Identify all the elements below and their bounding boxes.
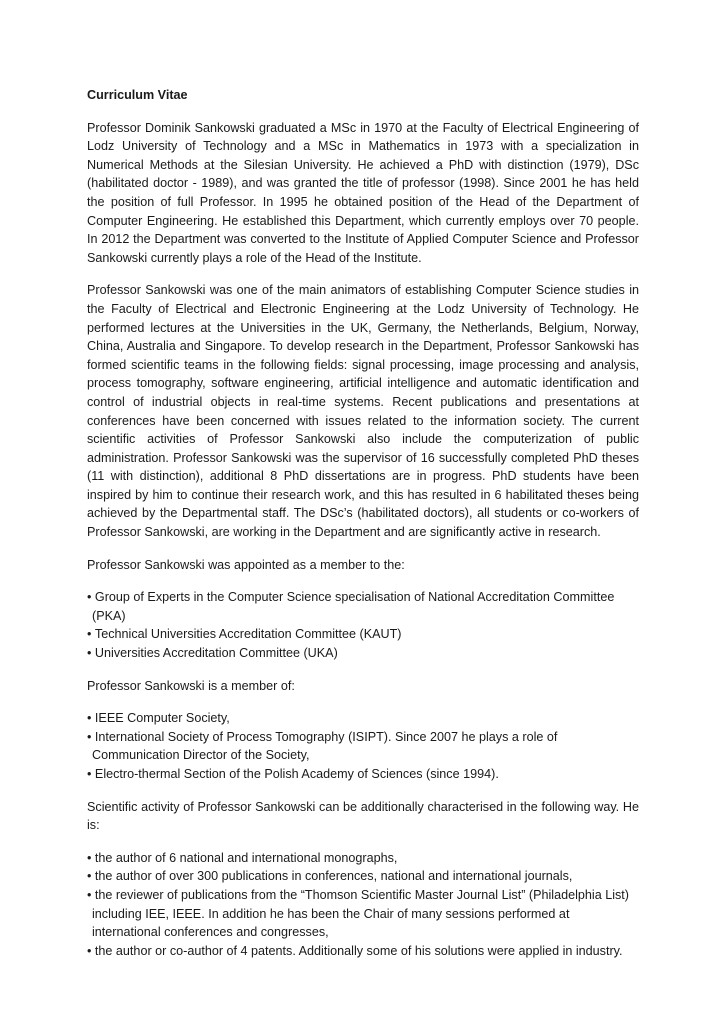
list-item: • Technical Universities Accreditation Committee (KAUT) xyxy=(87,625,639,644)
list-item: • International Society of Process Tomography (ISIPT). Since 2007 he plays a role of Communication Director of the Society, xyxy=(87,728,639,765)
paragraph-education: Professor Dominik Sankowski graduated a MSc in 1970 at the Faculty of Electrical Engineering of Lodz University of Technology and a MSc in Mathematics in 1973 with a specialization in Numerical Methods at the Silesian University. He achieved a PhD with distinction (1979), DSc (habilitated doctor - 1989), and was granted the title of professor (1998). Since 2001 he has held the position of full Professor. In 1995 he obtained position of the Head of the Department of Computer Engineering. He established this Department, which currently employs over 70 people. In 2012 the Department was converted to the Institute of Applied Computer Science and Professor Sankowski currently plays a role of the Head of the Institute. xyxy=(87,120,639,265)
activity-list xyxy=(87,849,639,961)
list-item: • Electro-thermal Section of the Polish Academy of Sciences (since 1994). xyxy=(87,765,639,784)
list-item: • IEEE Computer Society, xyxy=(87,709,639,728)
member-intro: Professor Sankowski is a member of: xyxy=(87,678,295,693)
list-item: • the author or co-author of 4 patents. Additionally some of his solutions were applied in industry. xyxy=(87,942,639,961)
list-item: • the author of 6 national and international monographs, xyxy=(87,849,639,868)
list-item: • the reviewer of publications from the “Thomson Scientific Master Journal List” (Philadelphia List) including IEE, IEEE. In addition he has been the Chair of many sessions performed at international conferences and congresses, xyxy=(87,886,639,942)
list-item: • Group of Experts in the Computer Science specialisation of National Accreditation Committee (PKA) xyxy=(87,588,639,625)
list-item: • the author of over 300 publications in conferences, national and international journals, xyxy=(87,867,639,886)
paragraph-career: Professor Sankowski was one of the main animators of establishing Computer Science studies in the Faculty of Electrical and Electronic Engineering at the Lodz University of Technology. He performed lectures at the Universities in the UK, Germany, the Netherlands, Belgium, Norway, China, Australia and Singapore. To develop research in the Department, Professor Sankowski has formed scientific teams in the following fields: signal processing, image processing and analysis, process tomography, software engineering, artificial intelligence and automatic identification and control of industrial objects in real-time systems. Recent publications and presentations at conferences have been concerned with issues related to the information society. The current scientific activities of Professor Sankowski also include the computerization of public administration. Professor Sankowski was the supervisor of 16 successfully completed PhD theses (11 with distinction), additional 8 PhD dissertations are in progress. PhD students have been inspired by him to continue their research work, and this has resulted in 6 habilitated theses being achieved by the Departmental staff. The DSc’s (habilitated doctors), all students or co-workers of Professor Sankowski, are working in the Department and are significantly active in research. xyxy=(87,283,639,540)
list-item: • Universities Accreditation Committee (UKA) xyxy=(87,644,639,663)
appointed-intro: Professor Sankowski was appointed as a member to the: xyxy=(87,557,405,572)
appointed-list xyxy=(87,588,639,662)
activity-intro: Scientific activity of Professor Sankowski can be additionally characterised in the following way. He is: xyxy=(87,799,639,833)
cv-document xyxy=(87,86,639,974)
member-list xyxy=(87,709,639,783)
document-title: Curriculum Vitae xyxy=(87,88,188,102)
